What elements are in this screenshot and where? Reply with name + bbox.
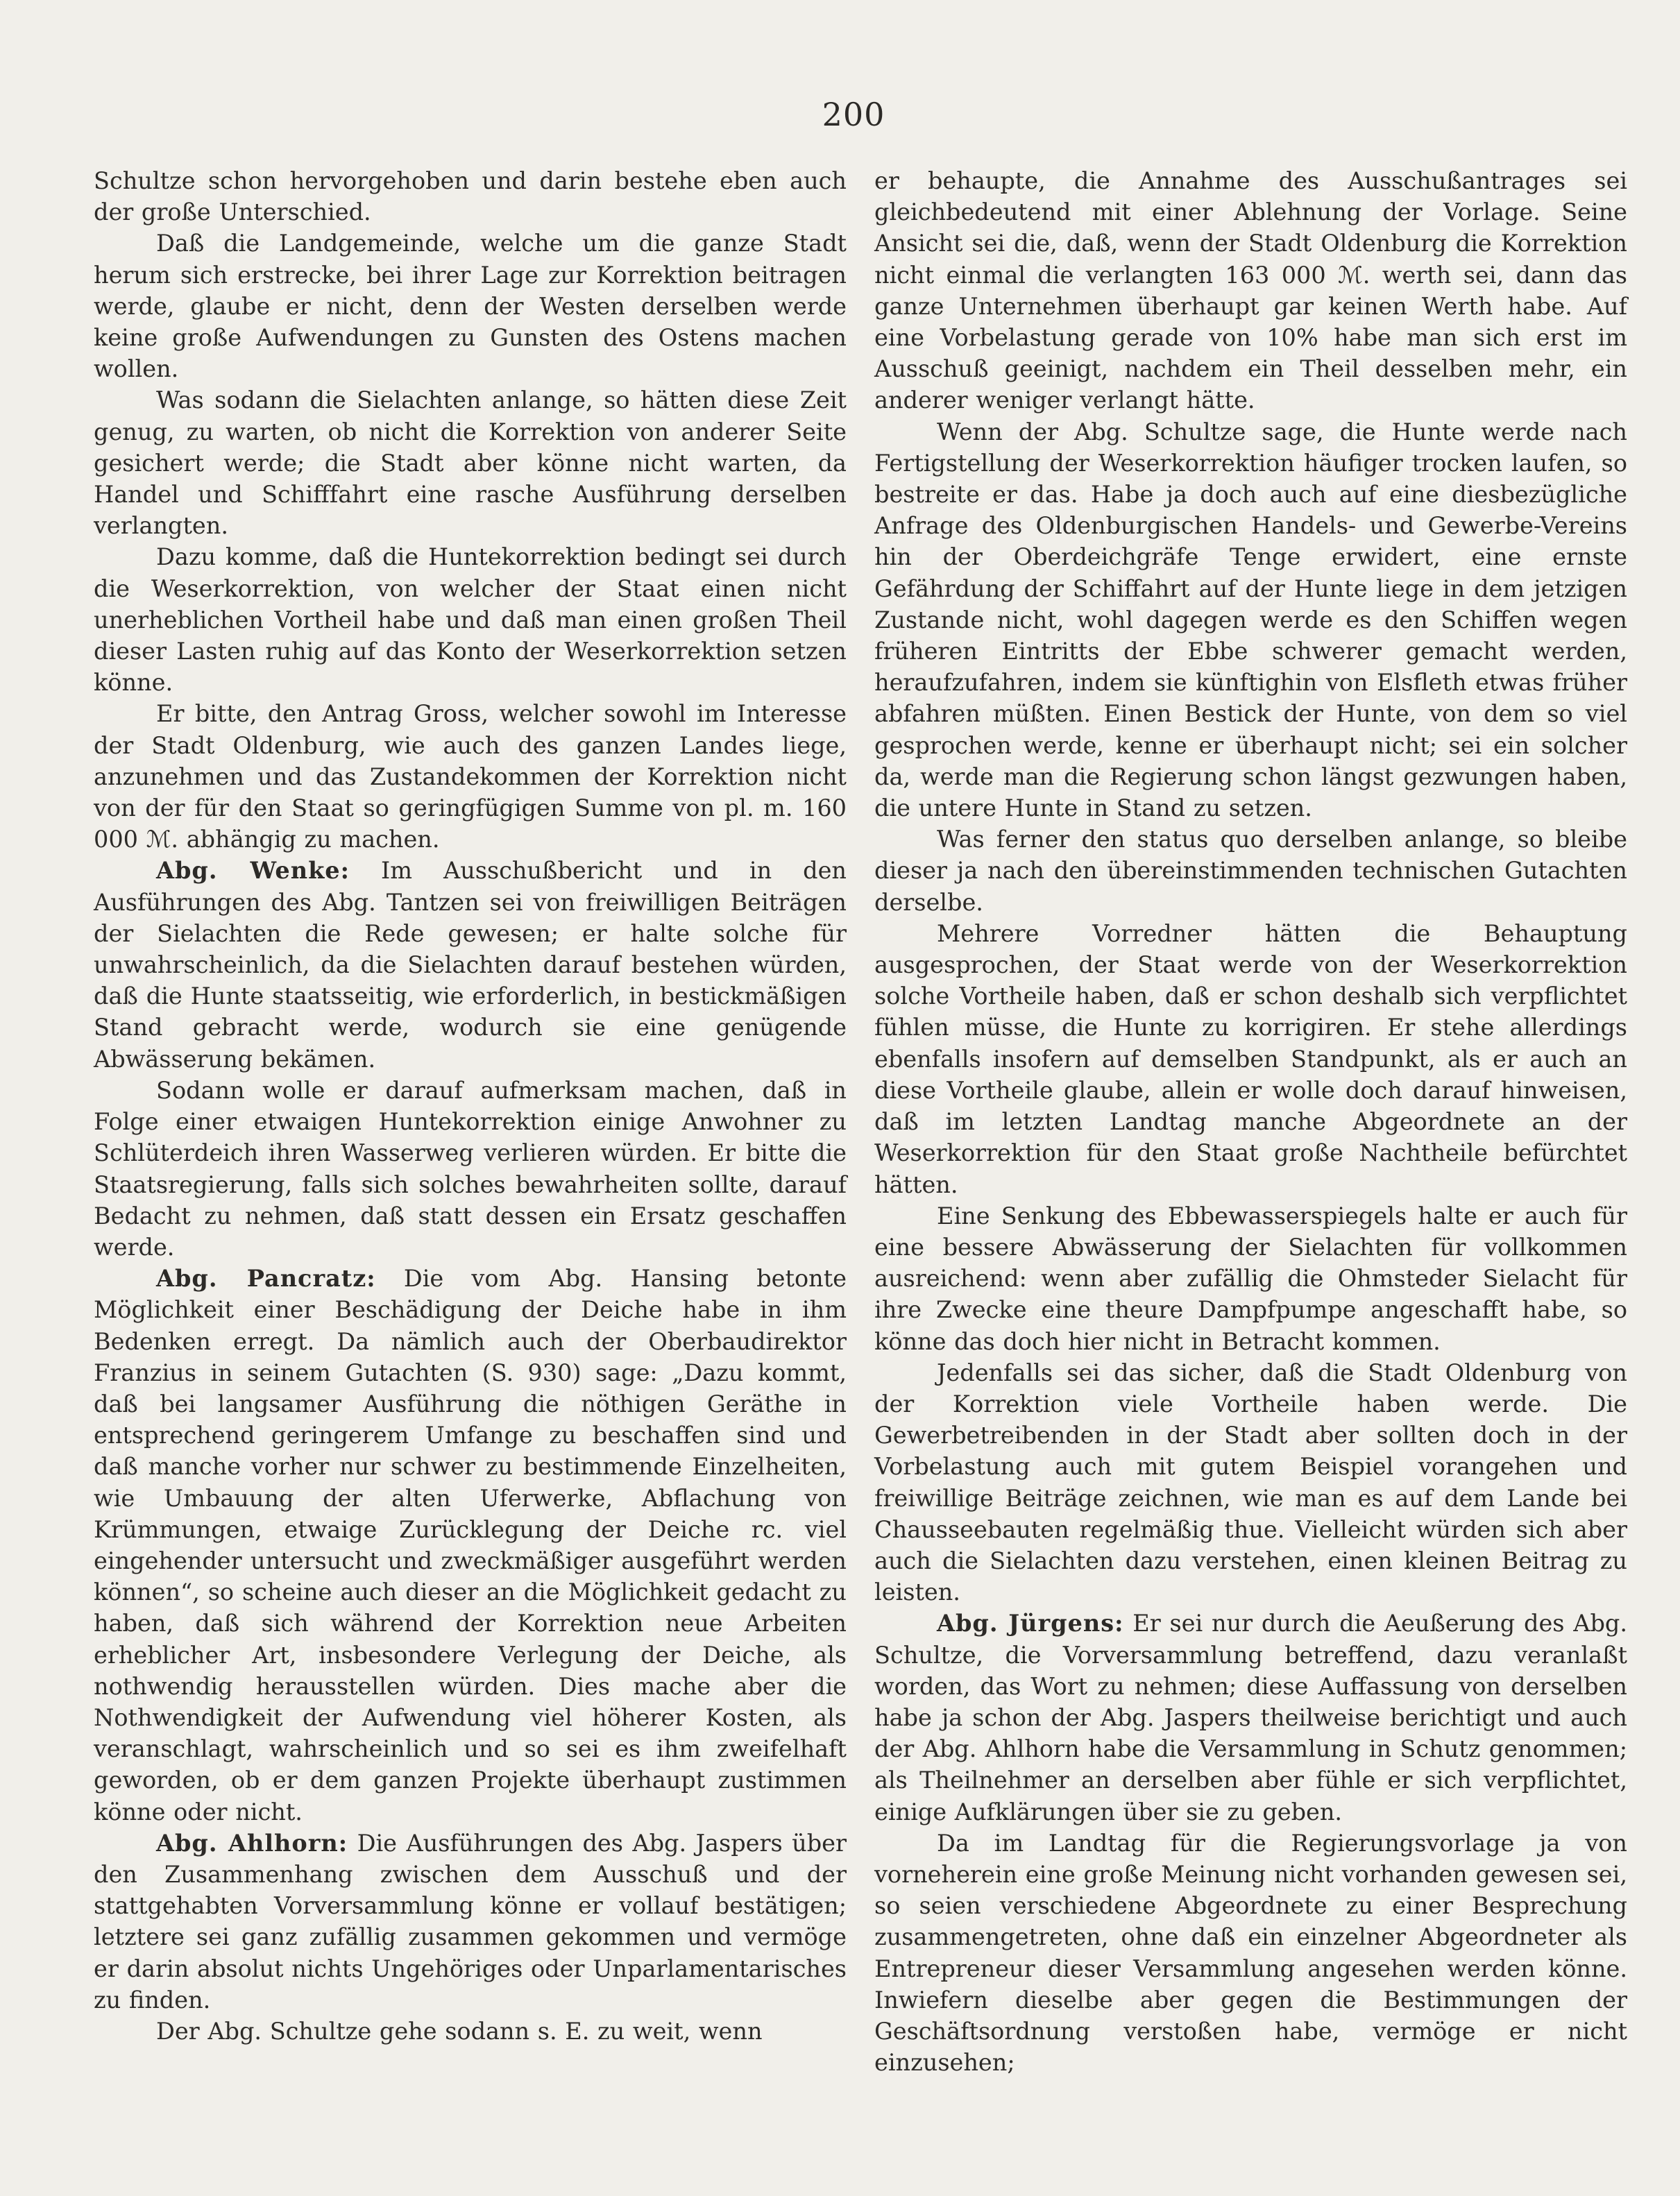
speaker-name: Abg. Wenke:	[156, 857, 350, 885]
left-column	[94, 165, 847, 2047]
paragraph: Was ferner den status quo derselben anlange, so bleibe dieser ja nach den übereinstimmenden technischen Gutachten derselbe.	[874, 826, 1627, 916]
page-number: 200	[822, 96, 885, 133]
paragraph: Der Abg. Schultze gehe sodann s. E. zu weit, wenn	[156, 2017, 763, 2045]
speaker-name: Abg. Pancratz:	[156, 1265, 376, 1293]
paragraph: Mehrere Vorredner hätten die Behauptung ausgesprochen, der Staat werde von der Weserkorrektion solche Vortheile haben, daß er schon deshalb sich verpflichtet fühlen müsse, die Hunte zu korrigiren. Er stehe allerdings ebenfalls insofern auf demselben Standpunkt, als er auch an diese Vortheile glaube, allein er wolle doch darauf hinweisen, daß im letzten Landtag manche Abgeordnete an der Weserkorrektion für den Staat große Nachtheile befürchtet hätten.	[874, 919, 1627, 1198]
speech-wenke: Abg. Wenke: Im Ausschußbericht und in den Ausführungen des Abg. Tantzen sei von freiwilligen Beiträgen der Sielachten die Rede gewesen; er halte solche für unwahrscheinlich, da die Sielachten darauf bestehen würden, daß die Hunte staatsseitig, wie erforderlich, in bestickmäßigen Stand gebracht werde, wodurch sie eine genügende Abwässerung bekämen.	[94, 857, 847, 1073]
paragraph: Er bitte, den Antrag Gross, welcher sowohl im Interesse der Stadt Oldenburg, wie auch des ganzen Landes liege, anzunehmen und das Zustandekommen der Korrektion nicht von der für den Staat so geringfügigen Summe von pl. m. 160 000 ℳ. abhängig zu machen.	[94, 700, 847, 853]
paragraph: er behaupte, die Annahme des Ausschußantrages sei gleichbedeutend mit einer Ablehnung der Vorlage. Seine Ansicht sei die, daß, wenn der Stadt Oldenburg die Korrektion nicht einmal die verlangten 163 000 ℳ. werth sei, dann das ganze Unternehmen überhaupt gar keinen Werth habe. Auf eine Vorbelastung gerade von 10% habe man sich erst im Ausschuß geeinigt, nachdem ein Theil desselben mehr, ein anderer weniger verlangt hätte.	[874, 167, 1627, 414]
speech-pancratz: Abg. Pancratz: Die vom Abg. Hansing betonte Möglichkeit einer Beschädigung der Deiche habe in ihm Bedenken erregt. Da nämlich auch der Oberbaudirektor Franzius in seinem Gutachten (S. 930) sage: „Dazu kommt, daß bei langsamer Ausführung die nöthigen Geräthe in entsprechend geringerem Umfange zu beschaffen sind und daß manche vorher nur schwer zu bestimmende Einzelheiten, wie Umbauung der alten Uferwerke, Abflachung von Krümmungen, etwaige Zurücklegung der Deiche rc. viel eingehender untersucht und zweckmäßiger ausgeführt werden können“, so scheine auch dieser an die Möglichkeit gedacht zu haben, daß sich während der Korrektion neue Arbeiten erheblicher Art, insbesondere Verlegung der Deiche, als nothwendig herausstellen würden. Dies mache aber die Nothwendigkeit der Aufwendung viel höherer Kosten, als veranschlagt, wahrscheinlich und so sei es ihm zweifelhaft geworden, ob er dem ganzen Projekte überhaupt zustimmen könne oder nicht.	[94, 1265, 847, 1825]
speech-juergens: Abg. Jürgens: Er sei nur durch die Aeußerung des Abg. Schultze, die Vorversammlung betreffend, dazu veranlaßt worden, das Wort zu nehmen; diese Auffassung von derselben habe ja schon der Abg. Jaspers theilweise berichtigt und auch der Abg. Ahlhorn habe die Versammlung in Schutz genommen; als Theilnehmer an derselben aber fühle er sich verpflichtet, einige Aufklärungen über sie zu geben.	[874, 1610, 1627, 1825]
speech-ahlhorn: Abg. Ahlhorn: Die Ausführungen des Abg. Jaspers über den Zusammenhang zwischen dem Ausschuß und der stattgehabten Vorversammlung könne er vollauf bestätigen; letztere sei ganz zufällig zusammen gekommen und vermöge er darin absolut nichts Ungehöriges oder Unparlamentarisches zu finden.	[94, 1829, 847, 2014]
paragraph: Sodann wolle er darauf aufmerksam machen, daß in Folge einer etwaigen Huntekorrektion einige Anwohner zu Schlüterdeich ihren Wasserweg verlieren würden. Er bitte die Staatsregierung, falls sich solches bewahrheiten sollte, darauf Bedacht zu nehmen, daß statt dessen ein Ersatz geschaffen werde.	[94, 1076, 847, 1261]
speaker-name: Abg. Ahlhorn:	[156, 1829, 348, 1857]
paragraph: Daß die Landgemeinde, welche um die ganze Stadt herum sich erstrecke, bei ihrer Lage zur Korrektion beitragen werde, glaube er nicht, denn der Westen derselben werde keine große Aufwendungen zu Gunsten des Ostens machen wollen.	[94, 230, 847, 383]
paragraph: Da im Landtag für die Regierungsvorlage ja von vorneherein eine große Meinung nicht vorhanden gewesen sei, so seien verschiedene Abgeordnete zu einer Besprechung zusammengetreten, ohne daß ein einzelner Abgeordneter als Entrepreneur dieser Versammlung angesehen werden könne. Inwiefern dieselbe aber gegen die Bestimmungen der Geschäftsordnung verstoßen habe, vermöge er nicht einzusehen;	[874, 1829, 1627, 2077]
paragraph: Was sodann die Sielachten anlange, so hätten diese Zeit genug, zu warten, ob nicht die Korrektion von anderer Seite gesichert werde; die Stadt aber könne nicht warten, da Handel und Schifffahrt eine rasche Ausführung derselben verlangten.	[94, 386, 847, 540]
paragraph: Eine Senkung des Ebbewasserspiegels halte er auch für eine bessere Abwässerung der Sielachten für vollkommen ausreichend: wenn aber zufällig die Ohmsteder Sielacht für ihre Zwecke eine theure Dampfpumpe angeschafft habe, so könne das doch hier nicht in Betracht kommen.	[874, 1202, 1627, 1355]
speaker-name: Abg. Jürgens:	[937, 1610, 1124, 1637]
paragraph: Wenn der Abg. Schultze sage, die Hunte werde nach Fertigstellung der Weserkorrektion häufiger trocken laufen, so bestreite er das. Habe ja doch auch auf eine diesbezügliche Anfrage des Oldenburgischen Handels- und Gewerbe-Vereins hin der Oberdeichgräfe Tenge erwidert, eine ernste Gefährdung der Schiffahrt auf der Hunte liege in dem jetzigen Zustande nicht, wohl dagegen werde es den Schiffen wegen früheren Eintritts der Ebbe schwerer gemacht werden, heraufzufahren, indem sie künftighin von Elsfleth etwas früher abfahren müßten. Einen Bestick der Hunte, von dem so viel gesprochen werde, kenne er überhaupt nicht; sei ein solcher da, werde man die Regierung schon längst gezwungen haben, die untere Hunte in Stand zu setzen.	[874, 418, 1627, 822]
paragraph: Jedenfalls sei das sicher, daß die Stadt Oldenburg von der Korrektion viele Vortheile haben werde. Die Gewerbetreibenden in der Stadt aber sollten doch in der Vorbelastung auch mit gutem Beispiel vorangehen und freiwillige Beiträge zeichnen, wie man es auf dem Lande bei Chausseebauten regelmäßig thue. Vielleicht würden sich aber auch die Sielachten dazu verstehen, einen kleinen Beitrag zu leisten.	[874, 1359, 1627, 1606]
paragraph: Schultze schon hervorgehoben und darin bestehe eben auch der große Unterschied.	[94, 167, 847, 226]
right-column	[874, 165, 1627, 2078]
paragraph: Dazu komme, daß die Huntekorrektion bedingt sei durch die Weserkorrektion, von welcher der Staat einen nicht unerheblichen Vortheil habe und daß man einen großen Theil dieser Lasten ruhig auf das Konto der Weserkorrektion setzen könne.	[94, 543, 847, 697]
